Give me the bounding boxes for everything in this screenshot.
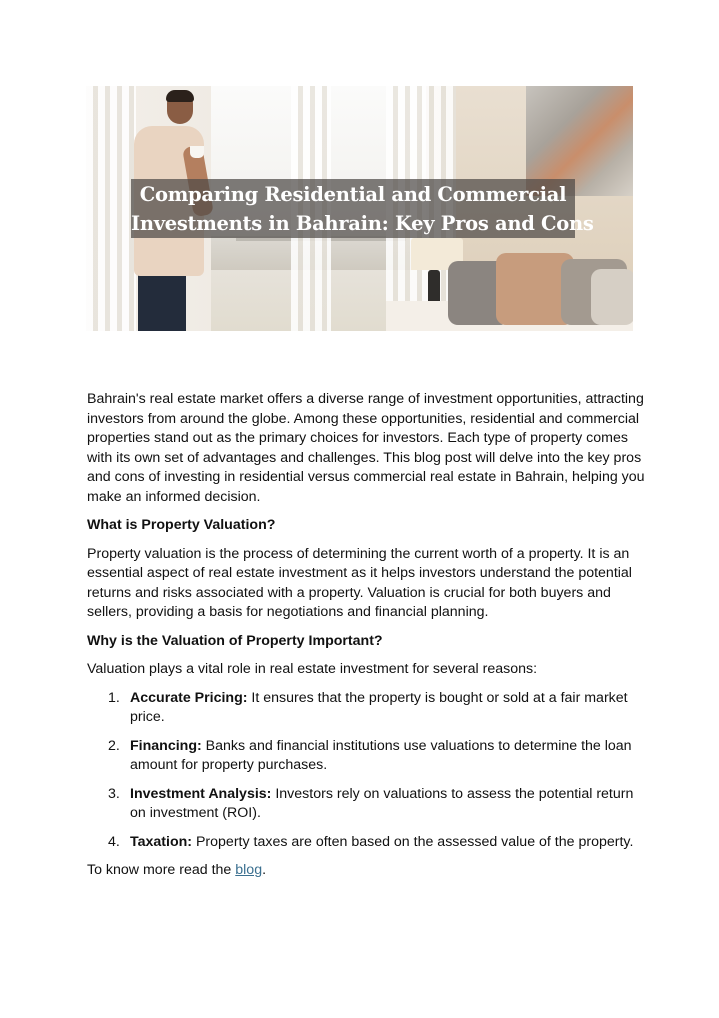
reasons-list: [87, 689, 647, 853]
valuation-paragraph: Property valuation is the process of determining the current worth of a property. It is an essential aspect of real estate investment as it helps investors understand the potential returns and risks associated with a property. Valuation is crucial for both buyers and sellers, providing a basis for negotiations and financial planning.: [87, 545, 632, 620]
section-heading-importance: Why is the Valuation of Property Important?: [87, 632, 383, 649]
list-number: 1.: [108, 689, 120, 706]
read-more-line: [87, 861, 647, 881]
list-text: Investors rely on valuations to assess the potential return on investment (ROI).: [130, 785, 634, 821]
coffee-cup: [190, 146, 204, 158]
man-hair: [166, 90, 194, 102]
list-item: [87, 785, 647, 824]
article-body: [87, 390, 647, 881]
read-more-prefix: To know more read the: [87, 862, 236, 878]
hero-image: [86, 86, 633, 331]
list-item: [87, 833, 647, 853]
list-term: Accurate Pricing:: [130, 689, 248, 706]
section-heading-valuation: What is Property Valuation?: [87, 517, 276, 533]
man-legs: [138, 268, 186, 331]
list-term: Investment Analysis:: [130, 785, 272, 802]
list-number: 2.: [108, 737, 120, 754]
curtain: [86, 86, 136, 331]
list-number: 3.: [108, 785, 120, 802]
list-text: Banks and financial institutions use valuations to determine the loan amount for property purchases.: [130, 737, 632, 773]
list-term: Financing:: [130, 737, 202, 754]
hero-title-line-2: Investments in Bahrain: Key Pros and Cons: [131, 212, 594, 235]
list-item: [87, 737, 647, 776]
hero-title-line-1: Comparing Residential and Commercial: [139, 183, 567, 206]
list-item: [87, 689, 647, 728]
intro-paragraph: Bahrain's real estate market offers a diverse range of investment opportunities, attracting investors from around the globe. Among these opportunities, residential and commercial properties stand out as the primary choices for investors. Each type of property comes with its own set of advantages and challenges. This blog post will delve into the key pros and cons of investing in residential versus commercial real estate in Bahrain, helping you make an informed decision.: [87, 391, 645, 505]
list-text: Property taxes are often based on the assessed value of the property.: [192, 833, 634, 850]
list-number: 4.: [108, 833, 120, 850]
read-more-suffix: .: [262, 862, 267, 878]
blog-link[interactable]: blog: [235, 862, 263, 878]
list-term: Taxation:: [130, 833, 193, 850]
list-text: It ensures that the property is bought or sold at a fair market price.: [130, 689, 628, 725]
pillow: [591, 269, 633, 325]
importance-lead: Valuation plays a vital role in real estate investment for several reasons:: [87, 661, 538, 677]
